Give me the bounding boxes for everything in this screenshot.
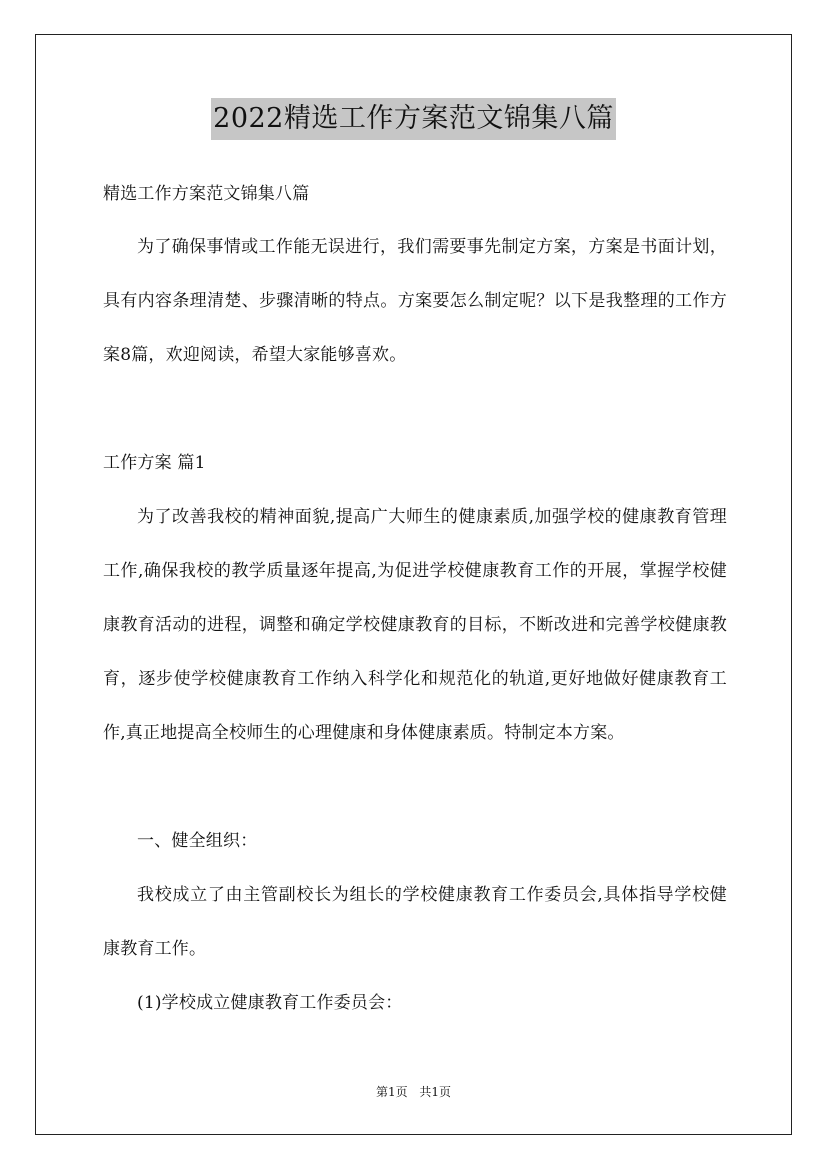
intro-paragraph: 为了确保事情或工作能无误进行，我们需要事先制定方案，方案是书面计划，具有内容条理清楚、步骤清晰的特点。方案要怎么制定呢？以下是我整理的工作方案8篇，欢迎阅读，希望大家能够喜欢。 bbox=[103, 237, 727, 365]
page-current: 第1页 bbox=[375, 1085, 408, 1099]
committee-line: (1)学校成立健康教育工作委员会： bbox=[137, 993, 403, 1013]
section-heading: 工作方案 篇1 bbox=[103, 453, 206, 473]
document-title: 2022精选工作方案范文锦集八篇 bbox=[211, 98, 616, 140]
org-paragraph: 我校成立了由主管副校长为组长的学校健康教育工作委员会,具体指导学校健康教育工作。 bbox=[103, 885, 727, 959]
page-footer bbox=[0, 1082, 827, 1102]
page-total: 共1页 bbox=[419, 1085, 452, 1099]
document-subtitle: 精选工作方案范文锦集八篇 bbox=[103, 184, 310, 204]
org-heading: 一、健全组织： bbox=[137, 831, 258, 851]
title-wrap bbox=[0, 98, 827, 140]
section-paragraph: 为了改善我校的精神面貌,提高广大师生的健康素质,加强学校的健康教育管理工作,确保我校的教学质量逐年提高,为促进学校健康教育工作的开展，掌握学校健康教育活动的进程，调整和确定学校健康教育的目标，不断改进和完善学校健康教育，逐步使学校健康教育工作纳入科学化和规范化的轨道,更好地做好健康教育工作,真正地提高全校师生的心理健康和身体健康素质。特制定本方案。 bbox=[103, 507, 727, 743]
